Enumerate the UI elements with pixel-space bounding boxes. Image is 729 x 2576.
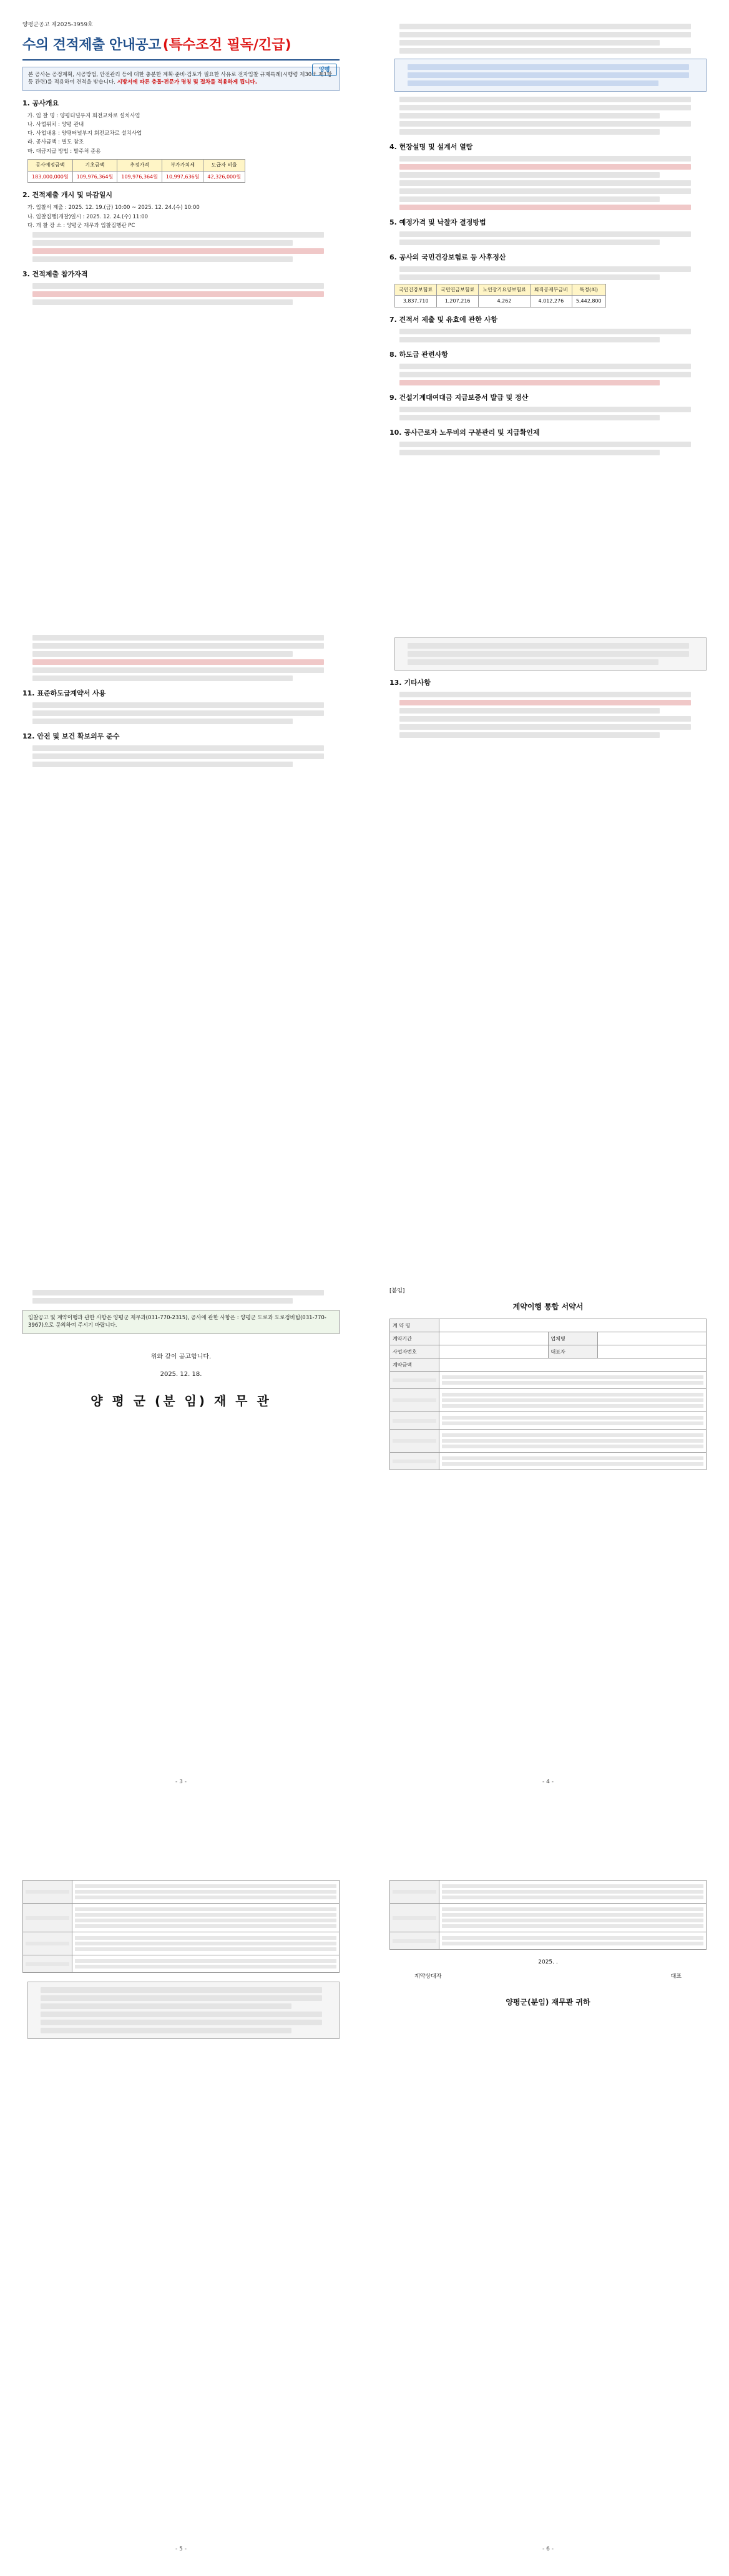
text-block: [32, 1290, 324, 1295]
text-block: [32, 248, 324, 254]
form-row: [390, 1904, 439, 1932]
page-annex: [378, 1279, 718, 1790]
form-label: 계약금액: [390, 1358, 439, 1372]
text-block: [399, 442, 691, 447]
page-1: [11, 12, 351, 561]
form-field: [439, 1358, 707, 1372]
recipient: 양평군(분임) 재무관 귀하: [506, 1998, 590, 2007]
form-label: 대표자: [548, 1345, 597, 1358]
table-cell: 42,326,000원: [203, 171, 245, 183]
text-block: [399, 724, 691, 730]
title-bar: [22, 36, 340, 61]
table-header: 기초금액: [72, 160, 117, 172]
text-block: [41, 2012, 322, 2017]
page-number: - 3 -: [175, 1779, 187, 1785]
yangpyeong-logo-icon: 양평: [312, 64, 337, 76]
page-2: [378, 12, 718, 561]
text-block: [399, 732, 660, 738]
text-block: [399, 105, 691, 110]
text-block: [399, 97, 691, 102]
issue-date: 2025. 12. 18.: [160, 1371, 202, 1378]
notice-text: 본 공사는 공정계획, 시공방법, 안전관리 등에 대한 충분한 계획·준비·검토가 필요한 사유로 전자입찰 규제특례(시행령 제30조 제1항 등 관련)를 적용하여 견적을 받습니다.: [28, 71, 332, 86]
text-block: [399, 329, 691, 334]
table-cell: 4,262: [479, 296, 531, 307]
text-block: [399, 113, 660, 119]
page-signature: [378, 1871, 718, 2557]
text-block: [32, 651, 293, 657]
section-title-4: 4. 현장설명 및 설계서 열람: [389, 143, 473, 151]
form-row: [390, 1372, 439, 1389]
form-row: [390, 1932, 439, 1950]
s1-line-3: 라. 공사금액 : 별도 참조: [27, 139, 84, 146]
table-cell: 1,207,216: [437, 296, 479, 307]
text-block: [399, 188, 691, 194]
section-title-10: 10. 공사근로자 노무비의 구분관리 및 지급확인제: [389, 428, 540, 437]
text-block: [399, 32, 691, 37]
s2-line-0: 가. 입찰서 제출 : 2025. 12. 19.(금) 10:00 ~ 2025. 12. 24.(수) 10:00: [27, 205, 200, 211]
form-row: [72, 1955, 340, 1973]
form-row: [390, 1430, 439, 1453]
pledge-form-continued: [22, 1880, 340, 1973]
s1-line-4: 마. 대금지급 방법 : 발주처 준용: [27, 148, 101, 155]
text-block: [41, 1995, 322, 2001]
table-header: 특정(최): [572, 284, 605, 296]
text-block: [32, 1298, 293, 1304]
table-cell: 4,012,276: [530, 296, 572, 307]
text-block: [399, 274, 660, 280]
page-form-continued: [11, 1871, 351, 2557]
text-block: [408, 72, 689, 78]
text-block: [41, 2028, 291, 2033]
text-block: [32, 675, 293, 681]
page-closing: [11, 1279, 351, 1790]
text-block: [399, 24, 691, 29]
form-field: [439, 1319, 707, 1332]
form-row: [439, 1389, 707, 1412]
contact-box: 입찰공고 및 계약이행과 관한 사항은 양평군 재무과(031-770-2315), 공사에 관한 사항은 : 양평군 도로과 도로정비팀(031-770-3967)으로 문의하여 주시기 바랍니다.: [22, 1310, 340, 1334]
table-cell: 183,000,000원: [28, 171, 73, 183]
text-block: [32, 643, 324, 649]
s1-line-1: 나. 사업위치 : 양평 관내: [27, 121, 84, 128]
annex-title: 계약이행 통합 서약서: [512, 1302, 584, 1312]
issuer-block: [22, 1353, 340, 1410]
form-label: 사업자번호: [390, 1345, 439, 1358]
s1-line-0: 가. 입 찰 명 : 양평터널부지 회전교차로 설치사업: [27, 112, 140, 119]
page-number: - 5 -: [175, 2546, 187, 2552]
section-title-1: 1. 공사개요: [22, 99, 59, 107]
text-block: [399, 231, 691, 237]
table-cell: 5,442,800: [572, 296, 605, 307]
section-title-13: 13. 기타사항: [389, 679, 431, 687]
text-block: [32, 635, 324, 641]
form-row: [439, 1372, 707, 1389]
form-row: [72, 1932, 340, 1955]
table-cell: 109,976,364원: [117, 171, 162, 183]
text-block: [399, 380, 660, 385]
text-block: [399, 700, 691, 705]
text-block: [399, 240, 660, 245]
text-block: [32, 659, 324, 665]
table-header: 부가가치세: [162, 160, 203, 172]
form-row: [439, 1932, 707, 1950]
text-block: [32, 299, 293, 305]
pledge-form: [389, 1319, 707, 1470]
contractor-label: 계약상대자: [414, 1973, 442, 1980]
form-row: [23, 1881, 72, 1904]
s2-line-2: 다. 개 찰 장 소 : 양평군 재무과 입찰집행관 PC: [27, 222, 135, 229]
text-block: [399, 692, 691, 697]
form-row: [439, 1430, 707, 1453]
text-block: [399, 716, 691, 722]
text-block: [32, 667, 324, 673]
text-block: [32, 240, 293, 246]
form-row: [439, 1904, 707, 1932]
section-title-5: 5. 예정가격 및 낙찰자 결정방법: [389, 218, 486, 226]
table-header: 국민건강보험료: [395, 284, 437, 296]
text-block: [408, 80, 658, 86]
text-block: [32, 719, 293, 724]
page-4-right: [378, 624, 718, 1173]
text-block: [399, 172, 660, 178]
form-row: [72, 1881, 340, 1904]
text-block: [399, 196, 660, 202]
form-label: 계 약 명: [390, 1319, 439, 1332]
section-title-8: 8. 하도급 관련사항: [389, 350, 448, 359]
text-block: [32, 710, 324, 716]
table-cell: 10,997,636원: [162, 171, 203, 183]
text-block: [41, 2003, 291, 2009]
closing-text: 위와 같이 공고합니다.: [150, 1353, 212, 1360]
representative-label: 대표: [670, 1973, 682, 1980]
s1-line-2: 다. 사업내용 : 양평터널부지 회전교차로 설치사업: [27, 130, 142, 137]
table-header: 국민연금보험료: [437, 284, 479, 296]
text-block: [32, 256, 293, 262]
text-block: [399, 708, 660, 714]
notice-box: [22, 67, 340, 91]
table-header: 퇴직공제부금비: [530, 284, 572, 296]
page-number: - 6 -: [542, 2546, 554, 2552]
text-block: [408, 643, 689, 649]
table-header: 추정가격: [117, 160, 162, 172]
form-field: [597, 1332, 707, 1345]
form-row: [439, 1412, 707, 1430]
text-block: [32, 232, 324, 238]
text-block: [32, 762, 293, 767]
doc-id: 양평군공고 제2025-3959호: [22, 22, 93, 28]
form-row: [390, 1881, 439, 1904]
notice-highlight: 시방서에 따른 충돌·전문가 명칭 및 절차를 적용하게 됩니다.: [117, 79, 257, 86]
table-header: 노인장기요양보험료: [479, 284, 531, 296]
text-block: [41, 1987, 322, 1993]
checklist-box: [394, 637, 707, 671]
form-field: [597, 1345, 707, 1358]
form-row: [23, 1955, 72, 1973]
section-title-9: 9. 건설기계대여대금 지급보증서 발급 및 정산: [389, 393, 529, 402]
form-row: [439, 1453, 707, 1470]
s2-line-1: 나. 입찰집행(개찰)일시 : 2025. 12. 24.(수) 11:00: [27, 213, 149, 220]
section-title-3: 3. 견적제출 참가자격: [22, 270, 88, 279]
text-block: [32, 702, 324, 708]
form-field: [439, 1332, 549, 1345]
text-block: [399, 415, 660, 420]
signature-row: [389, 1973, 707, 1981]
page-3: [11, 624, 351, 1173]
text-block: [399, 164, 691, 170]
text-block: [408, 651, 689, 657]
title-tag: (특수조건 필독/긴급): [162, 37, 291, 54]
text-block: [32, 753, 324, 759]
text-block: [32, 283, 324, 289]
insurance-table: [394, 284, 606, 307]
form-row: [72, 1904, 340, 1932]
text-block: [41, 2020, 322, 2025]
issuer-name: 양 평 군 (분 임) 재 무 관: [91, 1393, 272, 1408]
form-row: [390, 1453, 439, 1470]
budget-table: [27, 159, 245, 183]
text-block: [399, 450, 660, 455]
section-title-11: 11. 표준하도급계약서 사용: [22, 689, 106, 697]
text-block: [408, 64, 689, 70]
page-number: - 4 -: [542, 1779, 554, 1785]
table-header: 도급자 비율: [203, 160, 245, 172]
form-row: [390, 1412, 439, 1430]
form-label: 업체명: [548, 1332, 597, 1345]
text-block: [399, 129, 660, 135]
section-title-7: 7. 견적서 제출 및 유효에 관한 사항: [389, 316, 497, 324]
text-block: [399, 40, 660, 46]
text-block: [399, 156, 691, 162]
form-row: [23, 1904, 72, 1932]
text-block: [399, 48, 691, 54]
text-block: [32, 291, 324, 297]
page-title: 수의 견적제출 안내공고: [22, 37, 161, 54]
text-block: [399, 407, 691, 412]
section-title-12: 12. 안전 및 보건 확보의무 준수: [22, 732, 120, 740]
text-block: [399, 266, 691, 272]
table-cell: 109,976,364원: [72, 171, 117, 183]
form-field: [439, 1345, 549, 1358]
text-block: [399, 205, 691, 210]
text-block: [399, 364, 691, 369]
form-row: [390, 1389, 439, 1412]
notes-box: [27, 1982, 340, 2039]
table-header: 공사예정금액: [28, 160, 73, 172]
section-title-6: 6. 공사의 국민건강보험료 등 사후정산: [389, 253, 506, 261]
form-row: [23, 1932, 72, 1955]
form-row: [439, 1881, 707, 1904]
pledge-form-final: [389, 1880, 707, 1950]
text-block: [408, 659, 658, 665]
signature-date: 2025. .: [538, 1959, 558, 1965]
text-block: [399, 337, 660, 342]
text-block: [32, 745, 324, 751]
text-block: [399, 180, 691, 186]
text-block: [399, 121, 691, 127]
text-block: [399, 372, 691, 377]
note-box: [394, 59, 707, 92]
section-title-2: 2. 견적제출 개시 및 마감일시: [22, 191, 113, 200]
annex-tag: [붙임]: [389, 1288, 405, 1294]
table-cell: 3,837,710: [395, 296, 437, 307]
form-label: 계약기간: [390, 1332, 439, 1345]
